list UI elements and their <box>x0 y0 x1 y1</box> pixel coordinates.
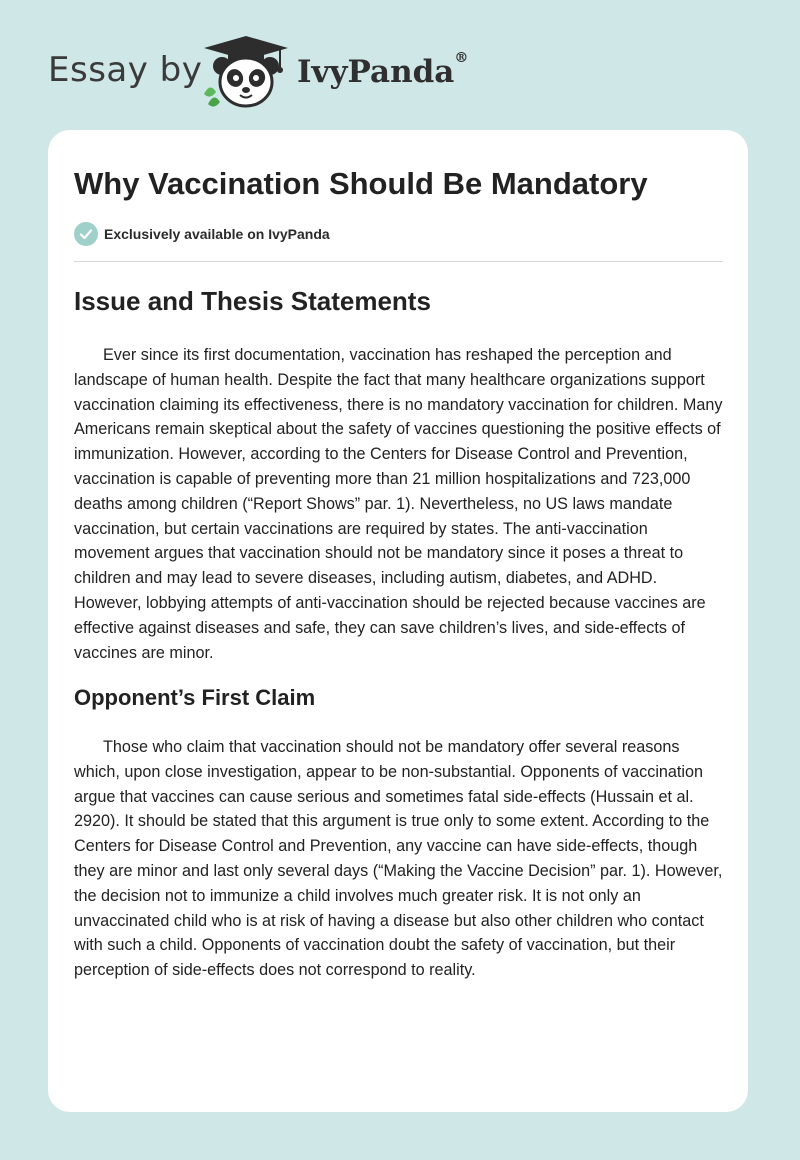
section-heading-opponent-claim: Opponent’s First Claim <box>74 685 316 710</box>
essay-card <box>48 130 748 1112</box>
check-circle-icon <box>74 222 98 246</box>
section-heading-issue: Issue and Thesis Statements <box>74 286 431 316</box>
exclusive-badge-label: Exclusively available on IvyPanda <box>104 226 330 242</box>
brand-name-text: IvyPanda <box>297 54 455 90</box>
checkmark-icon <box>79 227 93 241</box>
title-divider <box>74 261 723 262</box>
brand-prefix: Essay by <box>48 50 203 90</box>
brand-name[interactable] <box>297 50 469 90</box>
site-header <box>0 0 800 130</box>
page-title: Why Vaccination Should Be Mandatory <box>74 166 648 201</box>
panda-graduate-logo-icon[interactable] <box>200 34 292 110</box>
registered-mark: ® <box>454 50 469 66</box>
exclusive-badge <box>74 222 330 246</box>
section-paragraph-issue: Ever since its first documentation, vaccination has reshaped the perception and landscape of human health. Despite the fact that many healthcare organizations support vaccination claiming its effectiveness, there is no mandatory vaccination for children. Many Americans remain skeptical about the safety of vaccines questioning the positive effects of immunization. However, according to the Centers for Disease Control and Prevention, vaccination is capable of preventing more than 21 million hospitalizations and 723,000 deaths among children (“Report Shows” par. 1). Nevertheless, no US laws mandate vaccination, but certain vaccinations are required by states. The anti-vaccination movement argues that vaccination should not be mandatory since it poses a threat to children and may lead to severe diseases, including autism, diabetes, and ADHD. However, lobbying attempts of anti-vaccination should be rejected because vaccines are effective against diseases and safe, they can save children’s lives, and side-effects of vaccines are minor. <box>74 346 723 662</box>
section-paragraph-opponent-claim: Those who claim that vaccination should not be mandatory offer several reasons which, upon close investigation, appear to be non-substantial. Opponents of vaccination argue that vaccines can cause serious and sometimes fatal side-effects (Hussain et al. 2920). It should be stated that this argument is true only to some extent. According to the Centers for Disease Control and Prevention, any vaccine can have side-effects, though they are minor and last only several days (“Making the Vaccine Decision” par. 1). However, the decision not to immunize a child involves much greater risk. It is not only an unvaccinated child who is at risk of having a disease but also other children who contact with such a child. Opponents of vaccination doubt the safety of vaccination, but their perception of side-effects does not correspond to reality. <box>74 738 723 980</box>
